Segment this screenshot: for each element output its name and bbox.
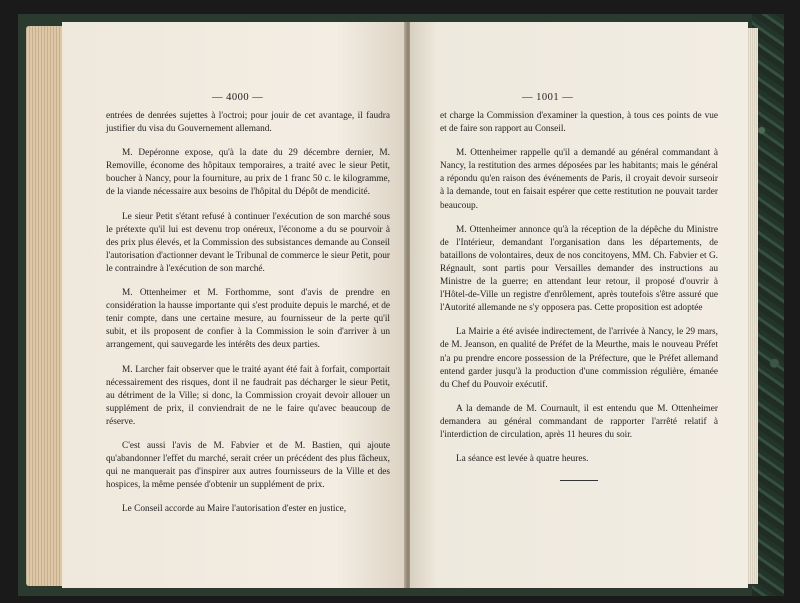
left-page — [62, 22, 406, 588]
open-book — [18, 14, 784, 596]
page-text — [106, 110, 390, 527]
paragraph: M. Ottenheimer et M. Forthomme, sont d'avis de prendre en considération la hausse importante qui s'est produite depuis le marché, et de tenir compte, dans une certaine mesure, au fournisseur de la perte qu'il subit, et ils proposent de confier à la Commission le soin d'arriver à un arrangement, qui sauvegarde les intérêts des deux parties. — [106, 288, 390, 351]
paragraph: M. Larcher fait observer que le traité ayant été fait à forfait, comportait nécessairement des risques, dont il ne faudrait pas décharger le sieur Petit, au détriment de la Ville; si donc, la Commission croyait devoir allouer un supplément de prix, il conviendrait de ne le faire qu'avec beaucoup de réserve. — [106, 364, 390, 427]
right-page — [410, 22, 748, 588]
paragraph: Le sieur Petit s'étant refusé à continuer l'exécution de son marché sous le prétexte qu'il lui est devenu trop onéreux, l'économe a du se pourvoir à des prix plus élevés, et la Commission des subsistances demande au Conseil l'autorisation d'actionner devant le Tribunal de commerce le sieur Petit, pour le contraindre à l'exécution de son marché. — [106, 211, 390, 274]
paragraph: M. Ottenheimer annonce qu'à la réception de la dépêche du Ministre de l'Intérieur, demandant l'organisation dans les départements, de bataillons de volontaires, deux de nos concitoyens, MM. Ch. Fabvier et G. Régnault, sont partis pour Versailles demander des instructions au Ministre de la guerre; en attendant leur retour, il proposé d'ouvrir à l'Hôtel-de-Ville un registre d'enrôlement, après toutefois s'être assuré que l'Autorité allemande ne s'y opposera pas. Cette proposition est adoptée — [440, 224, 718, 314]
page-edges-left — [26, 26, 66, 586]
page-number: — 4000 — — [212, 92, 264, 103]
page-number: — 1001 — — [522, 92, 574, 103]
paragraph: M. Ottenheimer rappelle qu'il a demandé au général commandant à Nancy, la restitution des armes déposées par les habitants; mais le général a répondu qu'en raison des événements de Paris, il croyait devoir surseoir à la demande, tout en faisait espérer que cette restitution ne pouvait tarder beaucoup. — [440, 148, 718, 211]
paragraph: et charge la Commission d'examiner la question, à tous ces points de vue et de faire son rapport au Conseil. — [440, 111, 718, 135]
paragraph: Le Conseil accorde au Maire l'autorisation d'ester en justice, — [122, 504, 347, 515]
paragraph: La séance est levée à quatre heures. — [456, 454, 589, 465]
closing-rule — [560, 480, 598, 481]
paragraph: A la demande de M. Cournault, il est entendu que M. Ottenheimer demandera au général commandant de rapporter l'arrêté relatif à l'interdiction de circulation, après 11 heures du soir. — [440, 403, 718, 440]
paragraph: M. Depéronne expose, qu'à la date du 29 décembre dernier, M. Removille, économe des hôpitaux temporaires, a traité avec le sieur Petit, boucher à Nancy, pour la fourniture, au prix de 1 franc 50 c. le kilogramme, de la viande nécessaire aux besoins de l'hôpital du Dépôt de mendicité. — [106, 148, 390, 198]
paragraph: entrées de denrées sujettes à l'octroi; pour jouir de cet avantage, il faudra justifier du visa du Gouvernement allemand. — [106, 111, 390, 135]
paragraph: La Mairie a été avisée indirectement, de l'arrivée à Nancy, le 29 mars, de M. Jeanson, en qualité de Préfet de la Meurthe, mais le nouveau Préfet n'a pu prendre encore possession de la Préfecture, que le Préfet allemand entend garder jusqu'à la production d'une commission régulière, émanée du Chef du Pouvoir exécutif. — [440, 327, 718, 390]
page-text — [440, 110, 718, 481]
paragraph: C'est aussi l'avis de M. Fabvier et de M. Bastien, qui ajoute qu'abandonner l'effet du marché, serait créer un précédent des plus fâcheux, qui ne manquerait pas d'inspirer aux autres fournisseurs de la Ville et des hospices, la même pensée d'obtenir un supplément de prix. — [106, 440, 390, 491]
